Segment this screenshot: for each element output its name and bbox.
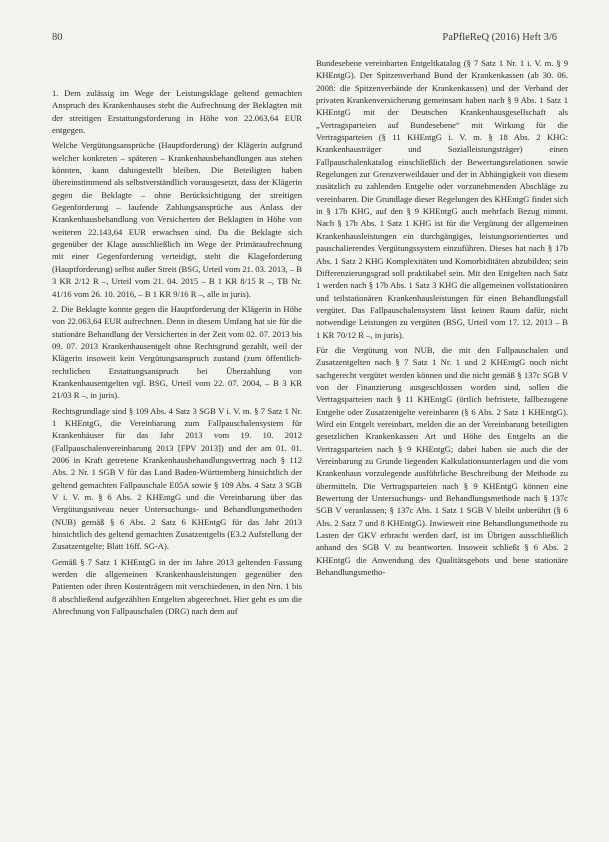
- left-column: [52, 87, 302, 812]
- paragraph: 1. Dem zulässig im Wege der Leistungsklage geltend gemachten Anspruch des Krankenhauses steht die Aufrechnung der Beklagten mit der streitigen Erstattungsforderung in Höhe von 22.063,64 EUR entgegen.: [52, 88, 302, 136]
- paragraph: Bundesebene vereinbarten Entgeltkatalog (§ 7 Satz 1 Nr. 1 i. V. m. § 9 KHEntgG). Der Spitzenverband Bund der Krankenkassen (ab 30. 06. 2008: die Spitzenverbände der Krankenkassen) und der Verband der privaten Krankenversicherung gemeinsam haben nach § 9 Abs. 1 Satz 1 KHEntgG mit der Deutschen Krankenhausgesellschaft als „Vertragsparteien auf Bundesebene“ mit Wirkung für die Vertragsparteien (§ 11 KHEntgG i. V. m. § 18 Abs. 2 KHG: Krankenhausträger und Sozialleistungsträger) einen Fallpauschalenkatalog einschließlich der Bewertungsrelationen sowie Regelungen zur Grenzverweildauer und der in Abhängigkeit von diesem zusätzlich zu zahlenden Entgelte oder vorzunehmenden Abschläge zu vereinbaren. Die Grundlage dieser Regelungen des KHEntgG findet sich in § 17b KHG, auf den § 9 KHEntgG auch mehrfach Bezug nimmt. Nach § 17b Abs. 1 Satz 1 KHG ist für die Vergütung der allgemeinen Krankenhausleistungen ein durchgängiges, leistungsorientiertes und pauschalierendes Vergütungssystem einzuführen. Dieses hat nach § 17b Abs. 1 Satz 2 KHG Komplexitäten und Komorbiditäten abzubilden; sein Differenzierungsgrad soll praktikabel sein. Mit den Entgelten nach Satz 1 werden nach § 17b Abs. 1 Satz 3 KHG die allgemeinen vollstationären und teilstationären Krankenhausleistungen für einen Behandlungsfall vergütet. Das Fallpauschalensystem lässt keinen Raum dafür, nicht notwendige Leistungen zu vergüten (BSG, Urteil vom 17. 12. 2013 – B 1 KR 70/12 R –, in juris).: [316, 58, 568, 340]
- page-header: [52, 30, 557, 44]
- paragraph: Gemäß § 7 Satz 1 KHEntgG in der im Jahre 2013 geltenden Fassung werden die allgemeinen Krankenhausleistungen gegenüber den Patienten oder ihren Kostenträgern mit verschiedenen, in den Nrn. 1 bis 8 abschließend aufgezählten Entgelten abgerechnet. Hier geht es um die Abrechnung von Fallpauschalen (DRG) nach dem auf: [52, 556, 302, 617]
- right-column: [316, 57, 568, 812]
- journal-reference: PaPfleReQ (2016) Heft 3/6: [442, 31, 557, 43]
- paragraph: Welche Vergütungsansprüche (Hauptforderung) der Klägerin aufgrund welcher konkreten – späteren – Krankenhausbehandlungen aus stehen könnten, kann dahingestellt bleiben. Die Beteiligten haben übereinstimmend als selbstverständlich vorausgesetzt, dass der Klägerin gegen die Beklagte – ohne Berücksichtigung der streitigen Gegenforderung – laufende Zahlungsansprüche aus Anlass der Krankenhausbehandlung von Versicherten der Beklagten in Höhe von weiteren 22.143,64 EUR erwachsen sind. Da die Beklagte sich gegenüber der Klage ausschließlich im Wege der Primäraufrechnung mit einer Gegenforderung verteidigt, steht die Klageforderung (Hauptforderung) selbst außer Streit (BSG, Urteil vom 21. 03. 2013, – B 3 KR 2/12 R –, Urteil vom 21. 04. 2015 – B 1 KR 8/15 R –, TB Nr. 41/16 vom 26. 10. 2016, – B 1 KR 9/16 R –, alle in juris).: [52, 140, 302, 299]
- page-number: 80: [52, 31, 63, 43]
- paragraph: Für die Vergütung von NUB, die mit den Fallpauschalen und Zusatzentgelten nach § 7 Satz 1 Nr. 1 und 2 KHEntgG noch nicht sachgerecht vergütet werden können und die nicht gemäß § 137c SGB V von der Finanzierung ausgeschlossen worden sind, sollen die Vertragsparteien nach § 11 KHEntgG (örtlich befristete, fallbezogene Entgelte oder Zusatzentgelte vereinbaren (§ 6 Abs. 2 Satz 1 KHEntgG). Wird ein Entgelt vereinbart, melden die an der Vereinbarung beteiligten gesetzlichen Krankenkassen Art und Höhe des Entgelts an die Vertragsparteien nach § 9 KHEntgG; dabei haben sie auch die der Vereinbarung zu Grunde liegenden Kalkulationsunterlagen und die vom Krankenhaus vorzulegende ausführliche Beschreibung der Methode zu übermitteln. Die Vertragsparteien nach § 9 KHEntgG können eine Bewertung der Untersuchungs- und Behandlungsmethode nach § 137c SGB V veranlassen; § 137c Abs. 1 Satz 1 SGB V bleibt unberührt (§ 6 Abs. 2 Satz 7 und 8 KHEntgG). Inwieweit eine Behandlungsmethode zu Lasten der GKV erbracht werden darf, ist im Übrigen ausschließlich anhand des SGB V zu beantworten. Insoweit schließt § 6 Abs. 2 KHEntgG die Anwendung des Qualitätsgebots und bene stationäre Behandlungsmetho-: [316, 344, 568, 578]
- paragraph: 2. Die Beklagte konnte gegen die Hauptforderung der Klägerin in Höhe von 22.063,64 EUR aufrechnen. Denn in diesem Umfang hat sie für die stationäre Behandlung der Versicherten in der Zeit vom 02. 07. 2013 bis 09. 07. 2013 Krankenhausentgelt ohne Rechtsgrund gezahlt, weil der Klägerin insoweit kein Vergütungsanspruch zustand (zum öffentlich-rechtlichen Erstattungsanspruch bei Überzahlung von Krankenhausentgelten vgl. BSG, Urteil vom 22. 07. 2004, – B 3 KR 21/03 R –, in juris).: [52, 303, 302, 401]
- paragraph: Rechtsgrundlage sind § 109 Abs. 4 Satz 3 SGB V i. V. m. § 7 Satz 1 Nr. 1 KHEntgG, die Vereinbarung zum Fallpauschalensystem für Krankenhäuser für das Jahr 2013 vom 19. 10. 2012 (Fallpauschalenvereinbarung 2013 [FPV 2013]) und der am 01. 01. 2006 in Kraft getretene Krankenhausbehandlungsvertrag nach § 112 Abs. 2 Nr. 1 SGB V für das Land Baden-Württemberg hinsichtlich der geltend gemachten Fallpauschale E05A sowie § 109 Abs. 4 Satz 3 SGB V i. V. m. § 6 Abs. 2 KHEntgG und die Vereinbarung über das Vergütungsniveau neuer Untersuchungs- und Behandlungsmethoden (NUB) gemäß § 6 Abs. 2 Satz 6 KHEntgG für das Jahr 2013 hinsichtlich des geltend gemachten Zusatzentgelts (E3.2 Aufstellung der Zusatzentgelte; Blatt 16ff. SG-A).: [52, 405, 302, 552]
